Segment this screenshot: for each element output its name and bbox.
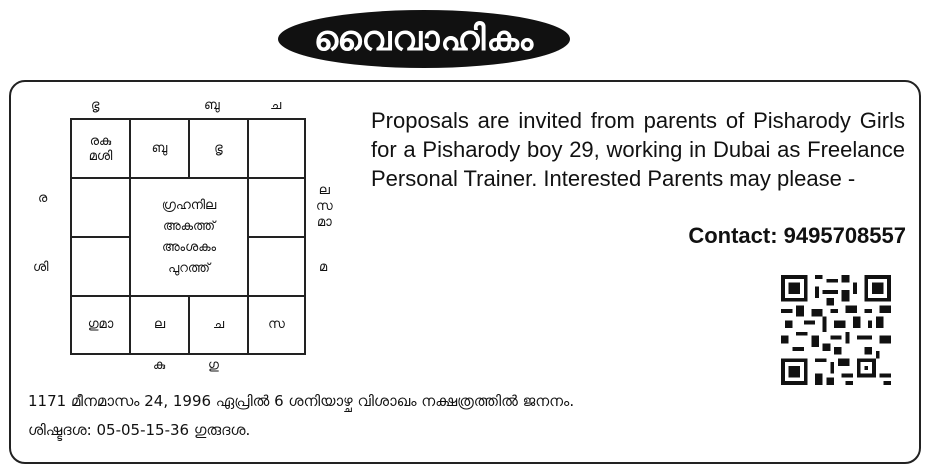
banner-title: വൈവാഹികം bbox=[313, 19, 535, 59]
birth-details-line-1: 1171 മീനമാസം 24, 1996 ഏപ്രിൽ 6 ശനിയാഴ്ച വിശാഖം നക്ഷത്രത്തിൽ ജനനം. bbox=[28, 392, 575, 410]
chart-cell-r2c4 bbox=[247, 177, 306, 238]
chart-cell-r1c2 bbox=[129, 118, 190, 179]
chart-cell-text: ല bbox=[153, 317, 166, 332]
chart-center-line-4: പുറത്ത് bbox=[168, 261, 210, 276]
chart-left-label-1: ര bbox=[38, 191, 48, 206]
birth-details bbox=[28, 387, 574, 445]
chart-cell-r3c4 bbox=[247, 236, 306, 297]
horoscope-chart bbox=[70, 118, 306, 355]
chart-cell-r1c3 bbox=[188, 118, 249, 179]
chart-cell-text: ബു bbox=[151, 140, 168, 156]
chart-top-label-1: ഭൃ bbox=[91, 98, 100, 113]
chart-center-line-2: അകത്ത് bbox=[162, 219, 216, 234]
chart-right-label-1: ല സ മാ bbox=[316, 183, 333, 230]
chart-cell-r4c4 bbox=[247, 295, 306, 355]
chart-cell-r4c1 bbox=[70, 295, 131, 355]
chart-cell-text: ച bbox=[212, 317, 225, 332]
chart-cell-r2c1 bbox=[70, 177, 131, 238]
chart-top-label-3: ച bbox=[270, 98, 282, 113]
chart-cell-text: ഗുമാ bbox=[87, 317, 114, 332]
birth-details-line-2: ശിഷ്ടദശ: 05-05-15-36 ഗുരുദശ. bbox=[28, 421, 251, 439]
chart-cell-r4c2 bbox=[129, 295, 190, 355]
proposal-text: Proposals are invited from parents of Pisharody Girls for a Pisharody boy 29, working in Dubai as Freelance Personal Trainer. Interested Parents may please - bbox=[371, 108, 905, 191]
chart-left-label-2: ശി bbox=[33, 260, 49, 275]
chart-bottom-label-1: കു bbox=[153, 358, 166, 373]
chart-cell-text: രകു മശി bbox=[88, 133, 113, 164]
qr-code-icon bbox=[781, 275, 891, 385]
chart-cell-text: ഭൃ bbox=[214, 140, 223, 156]
chart-center-line-1: ഗ്രഹനില bbox=[161, 198, 217, 213]
chart-cell-r4c3 bbox=[188, 295, 249, 355]
chart-cell-text: സ bbox=[268, 317, 285, 332]
chart-cell-r1c4 bbox=[247, 118, 306, 179]
chart-cell-r1c1 bbox=[70, 118, 131, 179]
chart-center-line-3: അംശകം bbox=[161, 240, 217, 255]
chart-right-label-2: മ bbox=[319, 260, 328, 275]
chart-top-label-2: ബു bbox=[204, 98, 220, 113]
chart-center bbox=[129, 177, 249, 297]
chart-bottom-label-2: ഗു bbox=[208, 358, 219, 373]
chart-cell-r3c1 bbox=[70, 236, 131, 297]
contact-line: Contact: 9495708557 bbox=[688, 223, 906, 248]
title-banner bbox=[278, 10, 570, 68]
